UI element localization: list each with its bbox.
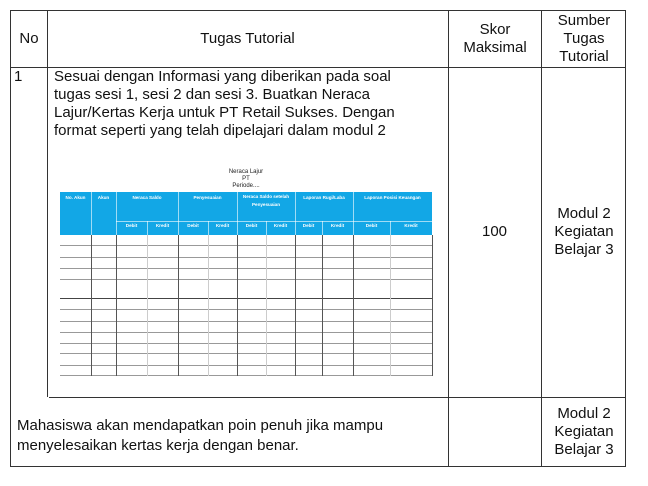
worksheet-header	[60, 192, 432, 235]
worksheet-col-line	[147, 235, 148, 376]
row-number: 1	[14, 68, 23, 85]
worksheet-credit-header: Kredit	[155, 223, 170, 228]
worksheet-column-header: Penyesuaian	[193, 195, 222, 200]
worksheet-debit-header: Debit	[302, 223, 315, 228]
worksheet-column-header: Laporan Posisi Keuangan	[364, 195, 421, 200]
worksheet-column-header: Laporan Rugi/Laba	[303, 195, 345, 200]
worksheet-credit-header: Kredit	[330, 223, 345, 228]
worksheet-col-line	[237, 235, 238, 376]
worksheet-col-line	[295, 235, 296, 376]
worksheet-credit-header: Kredit	[404, 223, 418, 228]
worksheet-col-line	[208, 235, 209, 376]
worksheet-debit-header: Debit	[365, 223, 378, 228]
worksheet-period: Periode....	[232, 183, 260, 189]
worksheet-column-header: Neraca Saldo	[132, 195, 162, 200]
header-task: Tugas Tutorial	[200, 30, 295, 47]
worksheet-column-header: Neraca Saldo setelah Penyesuaian	[242, 194, 290, 207]
worksheet-column-header: No. Akun	[65, 195, 86, 200]
worksheet-col-line	[91, 235, 92, 376]
worksheet-col-line	[353, 235, 354, 376]
header-score: Skor Maksimal	[463, 21, 527, 56]
worksheet-title: Neraca Lajur	[228, 169, 264, 175]
worksheet-col-line	[266, 235, 267, 376]
header-no: No	[19, 30, 39, 47]
row-divider	[11, 397, 625, 398]
worksheet-column-header: Akun	[97, 195, 110, 200]
worksheet-company: PT	[242, 176, 250, 182]
worksheet-debit-header: Debit	[125, 223, 138, 228]
worksheet-col-line	[116, 235, 117, 376]
worksheet-debit-header: Debit	[187, 223, 199, 228]
worksheet-credit-header: Kredit	[273, 223, 288, 228]
task-source: Modul 2 Kegiatan Belajar 3	[554, 205, 614, 258]
worksheet-col-line	[390, 235, 391, 376]
max-score: 100	[481, 223, 508, 240]
worksheet-debit-header: Debit	[245, 223, 258, 228]
grading-note: Mahasiswa akan mendapatkan poin penuh jika mampu menyelesaikan kertas kerja dengan benar.	[17, 417, 384, 454]
worksheet-col-line	[322, 235, 323, 376]
worksheet-col-line	[178, 235, 179, 376]
worksheet-col-line	[432, 235, 433, 376]
worksheet-credit-header: Kredit	[215, 223, 230, 228]
grading-source: Modul 2 Kegiatan Belajar 3	[554, 405, 614, 458]
task-description: Sesuai dengan Informasi yang diberikan pada soal tugas sesi 1, sesi 2 dan sesi 3. Buatkan Neraca Lajur/Kertas Kerja untuk PT Retail Sukses. Dengan format seperti yang telah dipelajari dalam modul 2	[54, 68, 395, 139]
worksheet-figure	[60, 165, 432, 377]
header-source: Sumber Tugas Tutorial	[557, 12, 611, 65]
